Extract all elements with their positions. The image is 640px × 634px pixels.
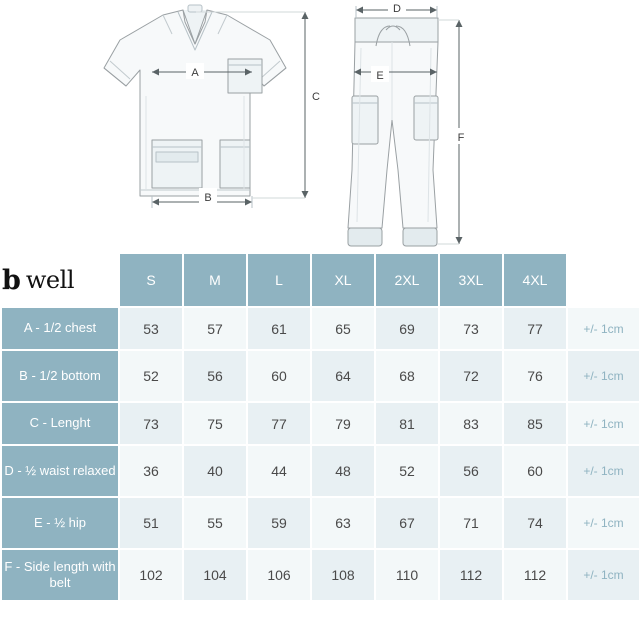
table-row <box>1 402 640 445</box>
size-header-l: L <box>247 253 311 307</box>
cell-e-4xl: 74 <box>503 497 567 549</box>
table-row <box>1 497 640 549</box>
cell-d-2xl: 52 <box>375 445 439 497</box>
dimension-label-c: C <box>312 91 320 103</box>
cell-c-3xl: 83 <box>439 402 503 445</box>
cell-a-4xl: 77 <box>503 307 567 350</box>
cell-d-s: 36 <box>119 445 183 497</box>
cell-c-s: 73 <box>119 402 183 445</box>
cell-c-tolerance: +/- 1cm <box>567 402 640 445</box>
cell-a-l: 61 <box>247 307 311 350</box>
cell-b-2xl: 68 <box>375 350 439 402</box>
cell-f-s: 102 <box>119 549 183 601</box>
cell-b-tolerance: +/- 1cm <box>567 350 640 402</box>
cell-b-m: 56 <box>183 350 247 402</box>
cell-b-4xl: 76 <box>503 350 567 402</box>
cell-d-m: 40 <box>183 445 247 497</box>
cell-a-m: 57 <box>183 307 247 350</box>
row-label-b: B - 1/2 bottom <box>1 350 119 402</box>
scrub-pants-shape <box>348 18 438 246</box>
row-label-d: D - ½ waist relaxed <box>1 445 119 497</box>
cell-a-s: 53 <box>119 307 183 350</box>
brand-logo <box>2 264 118 296</box>
cell-b-3xl: 72 <box>439 350 503 402</box>
table-row <box>1 350 640 402</box>
cell-e-3xl: 71 <box>439 497 503 549</box>
cell-c-m: 75 <box>183 402 247 445</box>
dimension-label-e: E <box>376 70 384 82</box>
cell-f-tolerance: +/- 1cm <box>567 549 640 601</box>
dimension-label-d: D <box>393 3 401 15</box>
scrub-top-shape <box>104 5 286 196</box>
row-label-c: C - Lenght <box>1 402 119 445</box>
brand-logo-cell <box>1 253 119 307</box>
cell-d-l: 44 <box>247 445 311 497</box>
size-table <box>0 252 640 602</box>
cell-d-3xl: 56 <box>439 445 503 497</box>
cell-f-2xl: 110 <box>375 549 439 601</box>
cell-f-4xl: 112 <box>503 549 567 601</box>
table-row <box>1 445 640 497</box>
cell-c-2xl: 81 <box>375 402 439 445</box>
size-header-xl: XL <box>311 253 375 307</box>
cell-e-l: 59 <box>247 497 311 549</box>
dimension-label-a: A <box>191 67 199 79</box>
cell-b-l: 60 <box>247 350 311 402</box>
dimension-label-b: B <box>204 192 212 204</box>
cell-b-s: 52 <box>119 350 183 402</box>
row-label-a: A - 1/2 chest <box>1 307 119 350</box>
cell-a-3xl: 73 <box>439 307 503 350</box>
size-header-s: S <box>119 253 183 307</box>
cell-e-tolerance: +/- 1cm <box>567 497 640 549</box>
size-header-2xl: 2XL <box>375 253 439 307</box>
tolerance-header <box>567 253 640 307</box>
cell-b-xl: 64 <box>311 350 375 402</box>
cell-e-s: 51 <box>119 497 183 549</box>
garment-illustration <box>0 0 640 252</box>
cell-a-xl: 65 <box>311 307 375 350</box>
cell-c-l: 77 <box>247 402 311 445</box>
table-row <box>1 549 640 601</box>
cell-f-xl: 108 <box>311 549 375 601</box>
table-row <box>1 307 640 350</box>
cell-a-tolerance: +/- 1cm <box>567 307 640 350</box>
cell-e-m: 55 <box>183 497 247 549</box>
size-header-3xl: 3XL <box>439 253 503 307</box>
table-header-row <box>1 253 640 307</box>
cell-d-xl: 48 <box>311 445 375 497</box>
cell-d-tolerance: +/- 1cm <box>567 445 640 497</box>
cell-c-4xl: 85 <box>503 402 567 445</box>
dimension-label-f: F <box>457 132 465 144</box>
cell-a-2xl: 69 <box>375 307 439 350</box>
cell-f-l: 106 <box>247 549 311 601</box>
cell-f-3xl: 112 <box>439 549 503 601</box>
cell-c-xl: 79 <box>311 402 375 445</box>
cell-e-xl: 63 <box>311 497 375 549</box>
size-header-4xl: 4XL <box>503 253 567 307</box>
brand-mark: b <box>2 264 21 296</box>
row-label-f: F - Side length with belt <box>1 549 119 601</box>
cell-d-4xl: 60 <box>503 445 567 497</box>
size-header-m: M <box>183 253 247 307</box>
brand-name: well <box>25 266 74 294</box>
cell-f-m: 104 <box>183 549 247 601</box>
cell-e-2xl: 67 <box>375 497 439 549</box>
row-label-e: E - ½ hip <box>1 497 119 549</box>
